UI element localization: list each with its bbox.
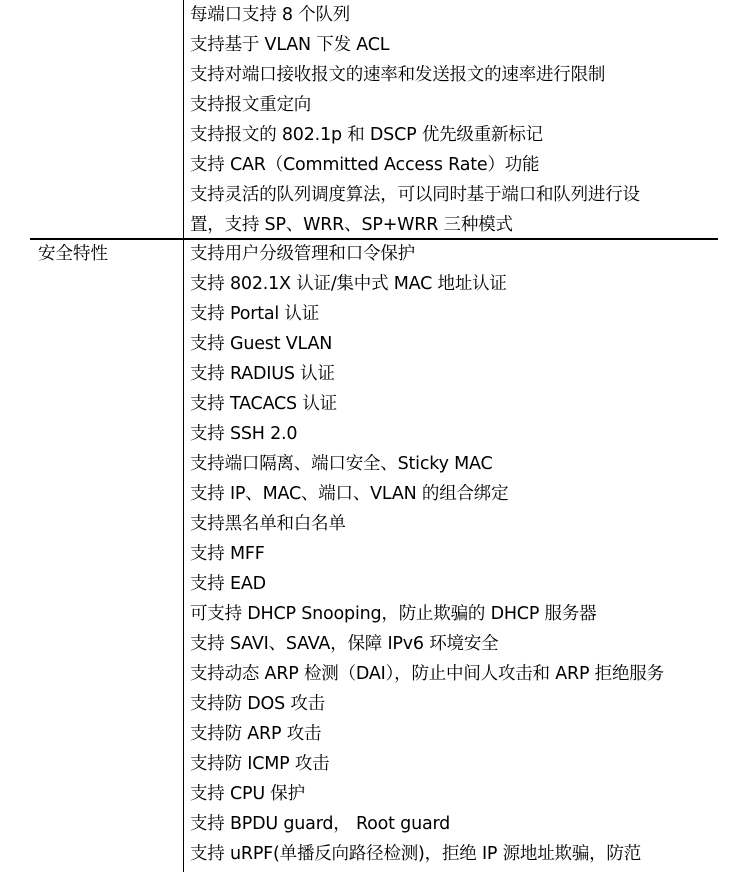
feature-item: 支持 IP、MAC、端口、VLAN 的组合绑定: [190, 484, 509, 504]
feature-item: 支持 CPU 保护: [190, 784, 305, 804]
feature-item: 每端口支持 8 个队列: [190, 5, 351, 25]
feature-item: 支持灵活的队列调度算法，可以同时基于端口和队列进行设: [190, 185, 640, 205]
feature-item: 支持 TACACS 认证: [190, 394, 337, 414]
feature-item: 支持对端口接收报文的速率和发送报文的速率进行限制: [190, 65, 606, 85]
feature-item: 支持 EAD: [190, 574, 266, 594]
feature-item: 支持 MFF: [190, 544, 265, 564]
feature-item: 支持 CAR（Committed Access Rate）功能: [190, 155, 540, 175]
feature-item: 支持防 ICMP 攻击: [190, 754, 330, 774]
feature-item: 支持防 ARP 攻击: [190, 724, 322, 744]
qos-feature-list: [190, 0, 746, 240]
feature-item: 支持基于 VLAN 下发 ACL: [190, 35, 390, 55]
feature-item: 支持 SAVI、SAVA，保障 IPv6 环境安全: [190, 634, 499, 654]
security-label: 安全特性: [38, 244, 108, 264]
feature-item: 支持动态 ARP 检测（DAI），防止中间人攻击和 ARP 拒绝服务: [190, 664, 664, 684]
feature-item: 支持 BPDU guard， Root guard: [190, 814, 451, 834]
feature-item: 可支持 DHCP Snooping，防止欺骗的 DHCP 服务器: [190, 604, 597, 624]
column-divider: [183, 0, 184, 872]
feature-item: 支持 uRPF(单播反向路径检测)，拒绝 IP 源地址欺骗，防范: [190, 844, 642, 864]
feature-item: 支持报文的 802.1p 和 DSCP 优先级重新标记: [190, 125, 543, 145]
feature-item: 支持 802.1X 认证/集中式 MAC 地址认证: [190, 274, 507, 294]
feature-item: 支持 SSH 2.0: [190, 424, 298, 444]
feature-item: 支持 Guest VLAN: [190, 334, 333, 354]
feature-item: 支持防 DOS 攻击: [190, 694, 325, 714]
security-feature-list: [190, 239, 746, 869]
feature-item: 支持黑名单和白名单: [190, 514, 346, 534]
feature-item: 支持用户分级管理和口令保护: [190, 244, 415, 264]
feature-item: 置，支持 SP、WRR、SP+WRR 三种模式: [190, 215, 513, 235]
feature-item: 支持 Portal 认证: [190, 304, 320, 324]
feature-item: 支持报文重定向: [190, 95, 312, 115]
feature-item: 支持端口隔离、端口安全、Sticky MAC: [190, 454, 493, 474]
feature-item: 支持 RADIUS 认证: [190, 364, 335, 384]
